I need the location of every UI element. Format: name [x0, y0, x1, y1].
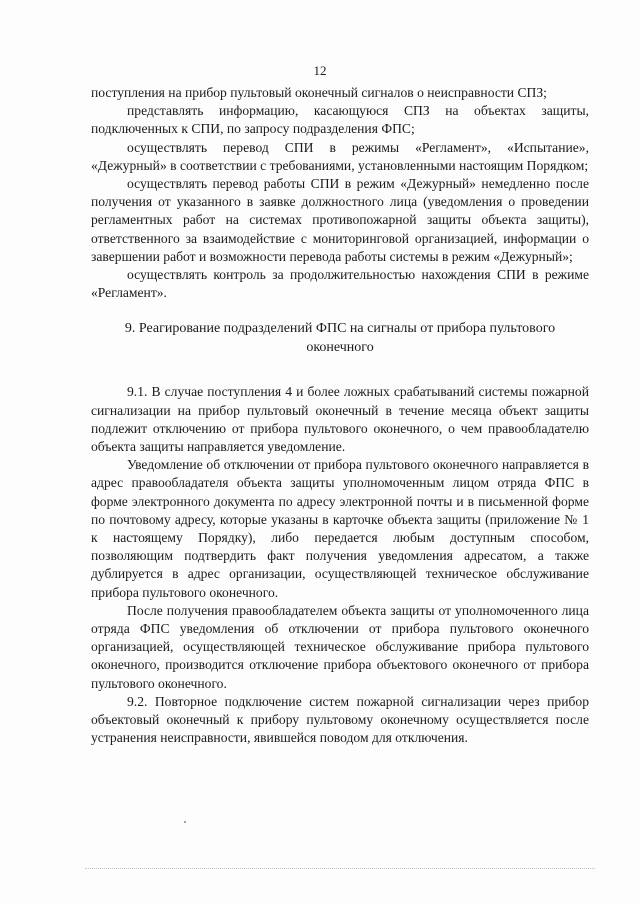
scan-speck — [184, 821, 186, 823]
paragraph-notification: Уведомление об отключении от прибора пультового оконечного направляется в адрес правообладателя объекта защиты уполномоченным лицом отряда ФПС в форме электронного документа по адресу электронной почты и в письменной форме по почтовому адресу, которые указаны в карточке объекта защиты (приложение № 1 к настоящему Порядку), либо передается любым доступным способом, позволяющим подтвердить факт получения уведомления адресатом, а также дублируется в адрес организации, осуществляющей техническое обслуживание прибора пультового оконечного. — [91, 457, 589, 600]
paragraph-continuation: поступления на прибор пультовый оконечный сигналов о неисправности СПЗ; — [91, 85, 547, 100]
paragraph-switch-duty: осуществлять перевод работы СПИ в режим «Дежурный» немедленно после получения от указанного в заявке должностного лица (уведомления о проведении регламентных работ на системах противопожарной защиты объекта защиты), ответственного за взаимодействие с мониторинговой организацией, информации о завершении работ и возможности перевода работы системы в режим «Дежурный»; — [91, 176, 589, 264]
paragraph-control-duration: осуществлять контроль за продолжительностью нахождения СПИ в режиме «Регламент». — [91, 267, 589, 301]
paragraph-after-receipt: После получения правообладателем объекта защиты от уполномоченного лица отряда ФПС уведомления об отключении от прибора пультового оконечного организацией, осуществляющей техническое обслуживание прибора пультового оконечного, производится отключение прибора объектового оконечного от прибора пультового оконечного. — [91, 602, 589, 691]
paragraph-switch-modes: осуществлять перевод СПИ в режимы «Регламент», «Испытание», «Дежурный» в соответствии с требованиями, установленными настоящим Порядком; — [91, 139, 589, 173]
paragraph-9-1: 9.1. В случае поступления 4 и более ложных срабатываний системы пожарной сигнализации на прибор пультовый оконечный в течение месяца объект защиты подлежит отключению от прибора пультового оконечного, о чем правообладателю объекта защиты направляется уведомление. — [91, 384, 589, 455]
section-heading: 9. Реагирование подразделений ФПС на сигналы от прибора пультового оконечного — [124, 321, 556, 355]
scan-artifact-line — [85, 868, 595, 870]
document-body — [91, 84, 589, 748]
paragraph-provide-info: представлять информацию, касающуюся СПЗ на объектах защиты, подключенных к СПИ, по запросу подразделения ФПС; — [91, 103, 589, 137]
page-number: 12 — [313, 63, 327, 78]
paragraph-9-2: 9.2. Повторное подключение систем пожарной сигнализации через прибор объектовый оконечный к прибору пультовому оконечному осуществляется после устранения неисправности, явившейся поводом для отключения. — [91, 693, 589, 746]
